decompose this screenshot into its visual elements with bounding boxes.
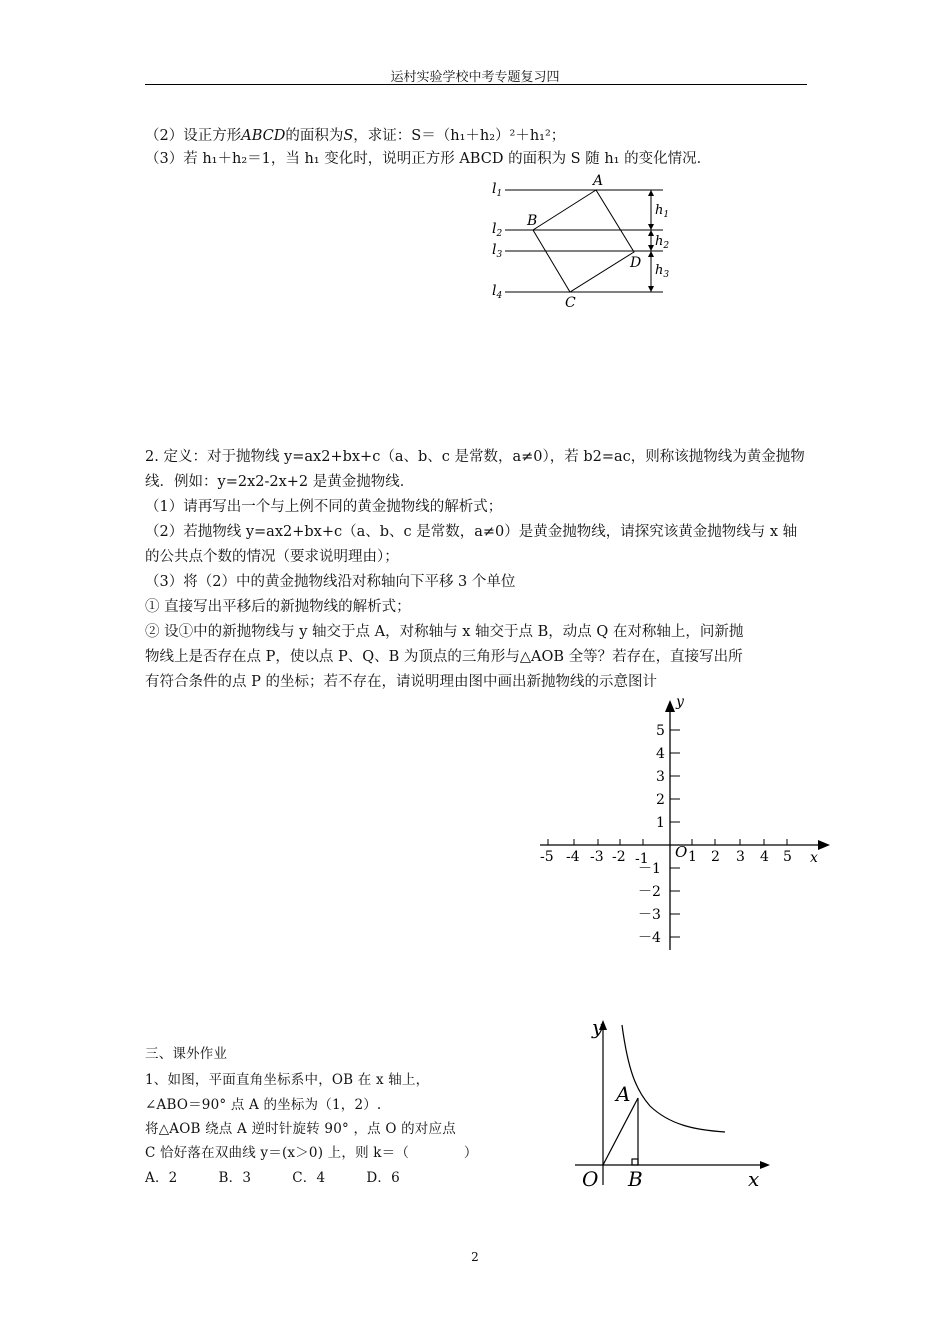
point-d-label: D — [630, 255, 642, 271]
square-parallel-lines-figure — [485, 170, 675, 310]
label-l2: $l_2$ — [492, 221, 503, 239]
q2-prove: ，求证： — [353, 128, 412, 144]
x-tick-label: -3 — [590, 849, 604, 865]
label-h1: $h_1$ — [655, 203, 670, 220]
x-axis-label: x — [810, 850, 818, 866]
y-tick-label: －4 — [638, 930, 661, 946]
page-number: 2 — [471, 1250, 479, 1264]
x-tick-label: 1 — [688, 849, 697, 865]
label-l4: $l_4$ — [492, 283, 503, 301]
homework-heading: 三、课外作业 — [145, 1046, 228, 1062]
label-h2: $h_2$ — [655, 234, 670, 251]
x-tick-label: -5 — [540, 849, 554, 865]
problem2-line10: 有符合条件的点 P 的坐标；若不存在，请说明理由图中画出新抛物线的示意图计 — [145, 674, 657, 690]
origin-label: O — [675, 843, 688, 861]
q2-formula: S＝（h₁＋h₂）²＋h₁²； — [411, 128, 566, 144]
coordinate-axes-figure — [530, 690, 840, 955]
point-c-label: C — [565, 295, 576, 310]
y-tick-label: 4 — [656, 746, 665, 762]
x-label: x — [748, 1167, 760, 1191]
y-tick-label: －2 — [638, 884, 661, 900]
a-label: A — [616, 1082, 631, 1106]
problem2-line8: ② 设①中的新抛物线与 y 轴交于点 A，对称轴与 x 轴交于点 B，动点 Q 在对称轴上，问新抛 — [145, 624, 744, 640]
problem2-line1: 2. 定义：对于抛物线 y=ax2+bx+c（a、b、c 是常数，a≠0），若 b2=ac，则称该抛物线为黄金抛物 — [145, 449, 805, 465]
point-b-label: B — [527, 213, 538, 229]
problem2-line6: （3）将（2）中的黄金抛物线沿对称轴向下平移 3 个单位 — [145, 574, 516, 590]
homework-line2: ∠ABO＝90° 点 A 的坐标为（1，2）. — [145, 1097, 382, 1113]
hyperbola-triangle-figure — [570, 1010, 780, 1195]
square-abcd — [533, 190, 634, 292]
x-tick-label: -1 — [635, 851, 649, 867]
question-2-prove — [145, 124, 565, 145]
homework-line3: 将△AOB 绕点 A 逆时针旋转 90° ，点 O 的对应点 — [145, 1121, 456, 1137]
q2-abcd: ABCD — [241, 128, 286, 144]
label-l1: $l_1$ — [492, 181, 503, 199]
problem2-line4: （2）若抛物线 y=ax2+bx+c（a、b、c 是常数，a≠0）是黄金抛物线，请探究该黄金抛物线与 x 轴 — [145, 524, 798, 540]
problem2-line9: 物线上是否存在点 P，使以点 P、Q、B 为顶点的三角形与△AOB 全等？若存在，直接写出所 — [145, 649, 743, 665]
x-axis-arrow — [818, 840, 830, 850]
b-label: B — [628, 1167, 643, 1191]
y-tick-label: －1 — [638, 861, 661, 877]
y-tick-label: 1 — [656, 815, 665, 831]
x-axis-arrow — [760, 1161, 770, 1169]
label-h3: $h_3$ — [655, 263, 670, 280]
y-label: y — [592, 1015, 604, 1039]
y-axis-arrow — [665, 700, 675, 712]
y-tick-label: 2 — [656, 792, 665, 808]
label-l3: $l_3$ — [492, 242, 503, 260]
page-header: 运村实验学校中考专题复习四 — [390, 70, 560, 85]
y-tick-label: －3 — [638, 907, 661, 923]
segment-oa — [603, 1098, 638, 1165]
x-tick-label: 3 — [736, 849, 745, 865]
q2-mid: 的面积为 — [285, 128, 344, 144]
point-a-label: A — [593, 173, 604, 189]
x-tick-label: -4 — [566, 849, 580, 865]
problem2-line7: ① 直接写出平移后的新抛物线的解析式； — [145, 599, 411, 615]
x-tick-label: 4 — [760, 849, 769, 865]
homework-line4: C 恰好落在双曲线 y＝(x＞0) 上，则 k＝（ ） — [145, 1145, 478, 1161]
y-tick-label: 5 — [656, 723, 665, 739]
problem2-line5: 的公共点个数的情况（要求说明理由）； — [145, 549, 399, 565]
y-tick-label: 3 — [656, 769, 665, 785]
y-axis-label: y — [676, 694, 684, 710]
homework-options: A．2 B．3 C．4 D．6 — [145, 1170, 400, 1186]
problem2-line2: 线．例如：y=2x2-2x+2 是黄金抛物线． — [145, 474, 415, 490]
q2-label: （2）设正方形 — [145, 128, 242, 144]
problem2-line3: （1）请再写出一个与上例不同的黄金抛物线的解析式； — [145, 499, 503, 515]
o-label: O — [582, 1167, 599, 1191]
x-tick-label: -2 — [612, 849, 626, 865]
x-tick-label: 2 — [711, 849, 720, 865]
header-rule — [145, 84, 807, 85]
homework-line1: 1、如图，平面直角坐标系中，OB 在 x 轴上， — [145, 1072, 430, 1088]
question-3-text: （3）若 h₁＋h₂＝1，当 h₁ 变化时，说明正方形 ABCD 的面积为 S 随 h₁ 的变化情况． — [145, 151, 712, 167]
x-tick-label: 5 — [783, 849, 792, 865]
q2-s: S — [343, 128, 354, 144]
right-angle-mark — [632, 1159, 638, 1165]
